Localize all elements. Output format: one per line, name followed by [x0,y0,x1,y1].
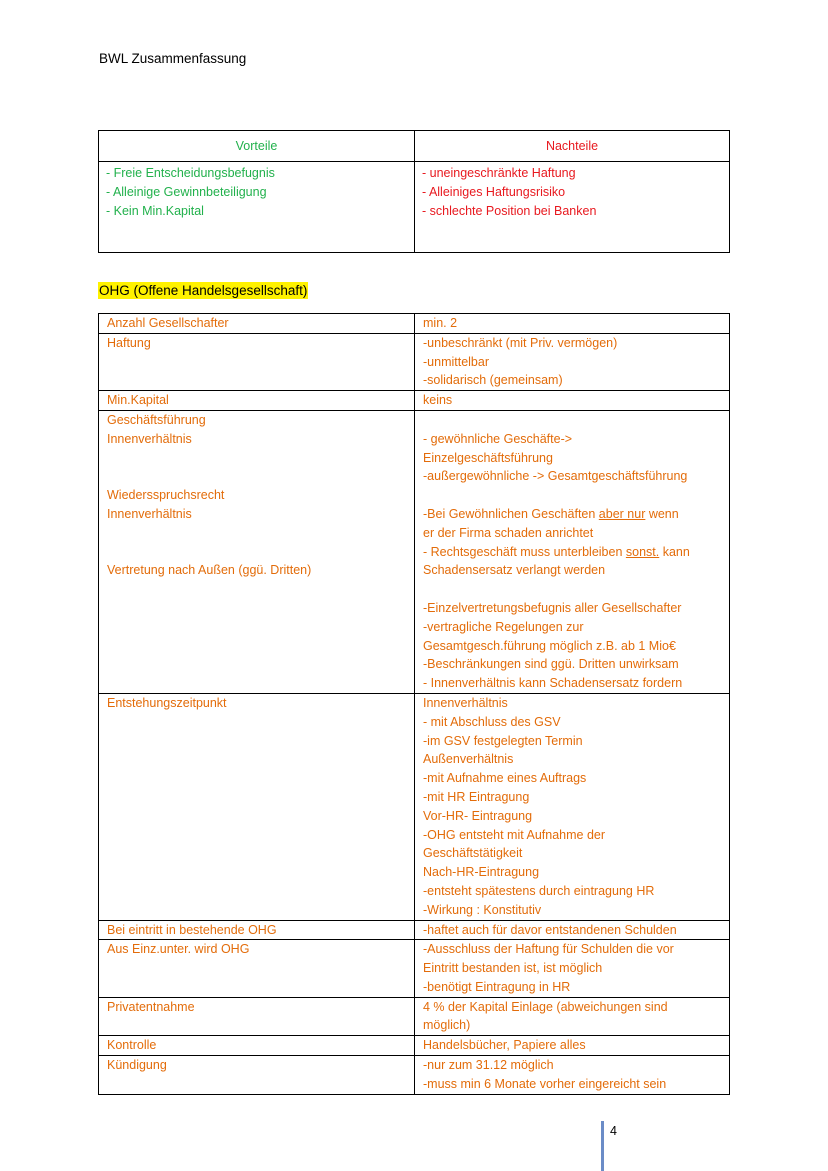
table-row [99,333,730,390]
table-row [99,940,730,997]
vertretung-line: -Beschränkungen sind ggü. Dritten unwirksam [423,657,679,672]
wid-line: - Rechtsgeschäft muss unterbleiben sonst. kann [423,544,690,559]
haftung-line: -solidarisch (gemeinsam) [423,373,563,388]
table-row [99,920,730,940]
row-label-minkapital: Min.Kapital [107,393,169,408]
gf-line: -außergewöhnliche -> Gesamtgeschäftsführung [423,469,688,484]
entstehung-line: Vor-HR- Eintragung [423,808,533,823]
nachteil-item: - schlechte Position bei Banken [422,203,597,218]
row-label-privat: Privatentnahme [107,999,195,1014]
table-row [99,314,730,334]
ohg-table [98,313,730,1095]
vorteile-header: Vorteile [99,131,415,162]
entstehung-line: - mit Abschluss des GSV [423,714,561,729]
table-row [99,1036,730,1056]
kuendigung-line: -muss min 6 Monate vorher eingereicht sein [423,1076,667,1091]
einzunter-line: -Ausschluss der Haftung für Schulden die vor [423,942,674,957]
entstehung-line: Geschäftstätigkeit [423,846,523,861]
einzunter-line: -benötigt Eintragung in HR [423,979,571,994]
row-label-eintritt: Bei eintritt in bestehende OHG [107,922,277,937]
vertretung-line: -vertragliche Regelungen zur [423,619,584,634]
entstehung-line: -im GSV festgelegten Termin [423,733,583,748]
vorteil-item: - Alleinige Gewinnbeteiligung [106,184,267,199]
gf-line: - gewöhnliche Geschäfte-> [423,431,573,446]
row-label-einzunter: Aus Einz.unter. wird OHG [107,942,250,957]
nachteil-item: - Alleiniges Haftungsrisiko [422,184,566,199]
footer-divider [601,1121,604,1171]
row-label-kuendigung: Kündigung [107,1058,167,1073]
vorteile-list [99,162,415,253]
kuendigung-line: -nur zum 31.12 möglich [423,1058,554,1073]
entstehung-line: Nach-HR-Eintragung [423,865,540,880]
entstehung-line: Innenverhältnis [423,695,508,710]
row-value-minkapital: keins [423,393,453,408]
wid-line: -Bei Gewöhnlichen Geschäften aber nur wenn [423,506,679,521]
row-label-haftung: Haftung [107,335,151,350]
privat-line: 4 % der Kapital Einlage (abweichungen sind [423,999,668,1014]
wid-inner-label: Innenverhältnis [107,506,192,521]
haftung-line: -unmittelbar [423,354,489,369]
wid-label: Wiedersspruchsrecht [107,488,225,503]
document-header: BWL Zusammenfassung [99,51,247,66]
haftung-line: -unbeschränkt (mit Priv. vermögen) [423,335,618,350]
einzunter-line: Eintritt bestanden ist, ist möglich [423,961,603,976]
vertretung-line: Gesamtgesch.führung möglich z.B. ab 1 Mio€ [423,638,676,653]
gf-line: Einzelgeschäftsführung [423,450,553,465]
nachteil-item: - uneingeschränkte Haftung [422,166,576,180]
wid-line: er der Firma schaden anrichtet [423,525,594,540]
vertretung-label: Vertretung nach Außen (ggü. Dritten) [107,563,312,578]
entstehung-line: -entsteht spätestens durch eintragung HR [423,883,655,898]
row-label-anzahl: Anzahl Gesellschafter [107,316,229,330]
table-row [99,410,730,693]
table-row [99,693,730,920]
vorteil-item: - Freie Entscheidungsbefugnis [106,166,275,180]
vorteile-nachteile-table [98,130,730,253]
entstehung-line: -mit HR Eintragung [423,789,530,804]
privat-line: möglich) [423,1018,471,1033]
row-value-anzahl: min. 2 [423,316,458,330]
entstehung-line: Außenverhältnis [423,752,514,767]
wid-line: Schadensersatz verlangt werden [423,563,606,578]
page-number: 4 [610,1124,617,1138]
table-row [99,1056,730,1095]
table-row [99,391,730,411]
gf-label: Geschäftsführung [107,412,206,427]
entstehung-line: -OHG entsteht mit Aufnahme der [423,827,606,842]
vorteil-item: - Kein Min.Kapital [106,203,204,218]
table-row [99,997,730,1036]
row-value-eintritt: -haftet auch für davor entstandenen Schulden [423,922,677,937]
entstehung-line: -Wirkung : Konstitutiv [423,902,542,917]
row-value-kontrolle: Handelsbücher, Papiere alles [423,1038,586,1053]
entstehung-line: -mit Aufnahme eines Auftrags [423,771,587,786]
nachteile-list [415,162,730,253]
row-label-kontrolle: Kontrolle [107,1038,157,1053]
vertretung-line: - Innenverhältnis kann Schadensersatz fordern [423,676,683,691]
nachteile-header: Nachteile [415,131,730,162]
vertretung-line: -Einzelvertretungsbefugnis aller Gesellschafter [423,600,682,615]
ohg-section-title: OHG (Offene Handelsgesellschaft) [99,283,308,298]
gf-inner-label: Innenverhältnis [107,431,192,446]
row-label-entstehung: Entstehungszeitpunkt [107,695,227,710]
